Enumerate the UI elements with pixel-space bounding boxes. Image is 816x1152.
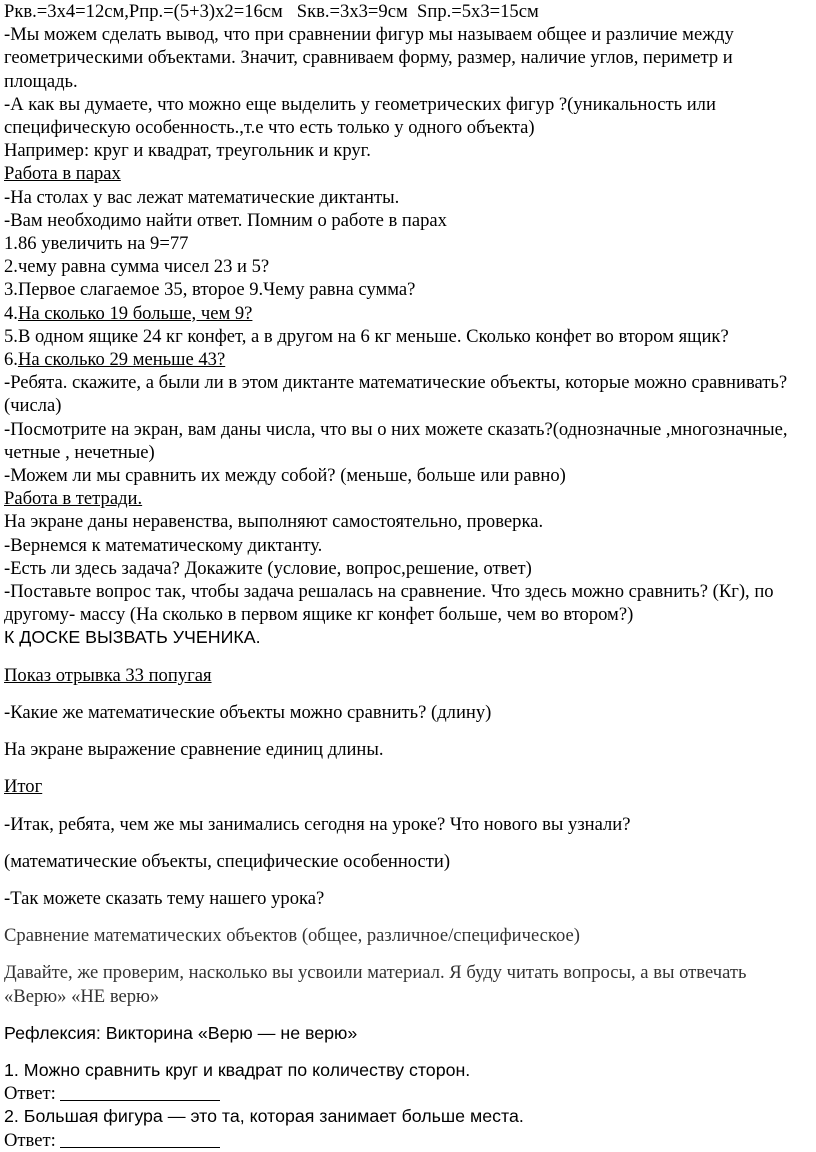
paragraph: -Вам необходимо найти ответ. Помним о работе в парах [4,209,447,231]
item-number: 4. [4,302,18,324]
dictation-item: 1.86 увеличить на 9=77 [4,233,189,255]
paragraph: -А как вы думаете, что можно еще выделить у геометрических фигур ?(уникальность или специфическую особенность.,т.е что есть только у одного объекта) [4,93,716,139]
section-heading-result: Итог [4,776,43,798]
item-number: 6. [4,349,18,371]
answer-blank[interactable] [60,1131,220,1148]
paragraph: -На столах у вас лежат математические диктанты. [4,186,400,208]
lesson-topic: Сравнение математических объектов (общее, различное/специфическое) [4,925,580,947]
paragraph: -Поставьте вопрос так, чтобы задача решалась на сравнение. Что здесь можно сравнить? (Кг), по другому- массу (На сколько в первом ящике кг конфет больше, чем во втором?) [4,581,774,626]
paragraph: -Так можете сказать тему нашего урока? [4,887,325,909]
reflection-heading: Рефлексия: Викторина «Верю — не верю» [4,1022,358,1043]
answer-label: Ответ: [4,1083,56,1105]
answer-line [4,1129,810,1152]
quiz-question: 1. Можно сравнить круг и квадрат по количеству сторон. [4,1059,471,1080]
paragraph: Например: круг и квадрат, треугольник и круг. [4,140,371,162]
paragraph: -Можем ли мы сравнить их между собой? (меньше, больше или равно) [4,465,566,487]
dictation-item: 3.Первое слагаемое 35, второе 9.Чему равна сумма? [4,279,416,301]
dictation-item [4,348,810,371]
answer-line [4,1082,810,1105]
paragraph: -Посмотрите на экран, вам даны числа, что вы о них можете сказать?(однозначные ,многозначные, четные , нечетные) [4,418,788,463]
dictation-item: 2.чему равна сумма чисел 23 и 5? [4,256,270,278]
quiz-question: 2. Большая фигура — это та, которая занимает больше места. [4,1106,524,1127]
item-text: На сколько 29 меньше 43? [17,349,226,371]
dictation-item [4,302,810,325]
section-heading-show: Показ отрывка 33 попугая [4,664,212,686]
paragraph: -Итак, ребята, чем же мы занимались сегодня на уроке? Что нового вы узнали? [4,813,631,835]
answer-blank[interactable] [60,1084,220,1101]
item-text: На сколько 19 больше, чем 9? [17,302,253,324]
answer-label: Ответ: [4,1129,56,1151]
paragraph: -Есть ли здесь задача? Докажите (условие, вопрос,решение, ответ) [4,557,532,579]
dictation-item: 5.В одном ящике 24 кг конфет, а в другом на 6 кг меньше. Сколько конфет во втором ящик? [4,325,729,347]
paragraph: (математические объекты, специфические особенности) [4,850,451,872]
paragraph: Давайте, же проверим, насколько вы усвоили материал. Я буду читать вопросы, а вы отвечать «Верю» «НЕ верю» [4,962,747,1007]
paragraph: -Вернемся к математическому диктанту. [4,534,323,556]
section-heading-notebook: Работа в тетради. [4,488,143,510]
paragraph: -Мы можем сделать вывод, что при сравнении фигур мы называем общее и различие между геометрическими объектами. Значит, сравниваем форму, размер, наличие углов, периметр и площадь. [4,24,734,92]
paragraph: На экране выражение сравнение единиц длины. [4,739,384,761]
paragraph-caps: К ДОСКЕ ВЫЗВАТЬ УЧЕНИКА. [4,627,261,648]
paragraph: На экране даны неравенства, выполняют самостоятельно, проверка. [4,511,544,533]
paragraph: -Какие же математические объекты можно сравнить? (длину) [4,701,492,723]
section-heading-pairs: Работа в парах [4,163,121,185]
formulas-line: Ркв.=3х4=12см,Рпр.=(5+3)х2=16см Sкв.=3х3=9см Sпр.=5х3=15см [4,1,539,22]
paragraph: -Ребята. скажите, а были ли в этом диктанте математические объекты, которые можно сравнивать?(числа) [4,372,788,417]
